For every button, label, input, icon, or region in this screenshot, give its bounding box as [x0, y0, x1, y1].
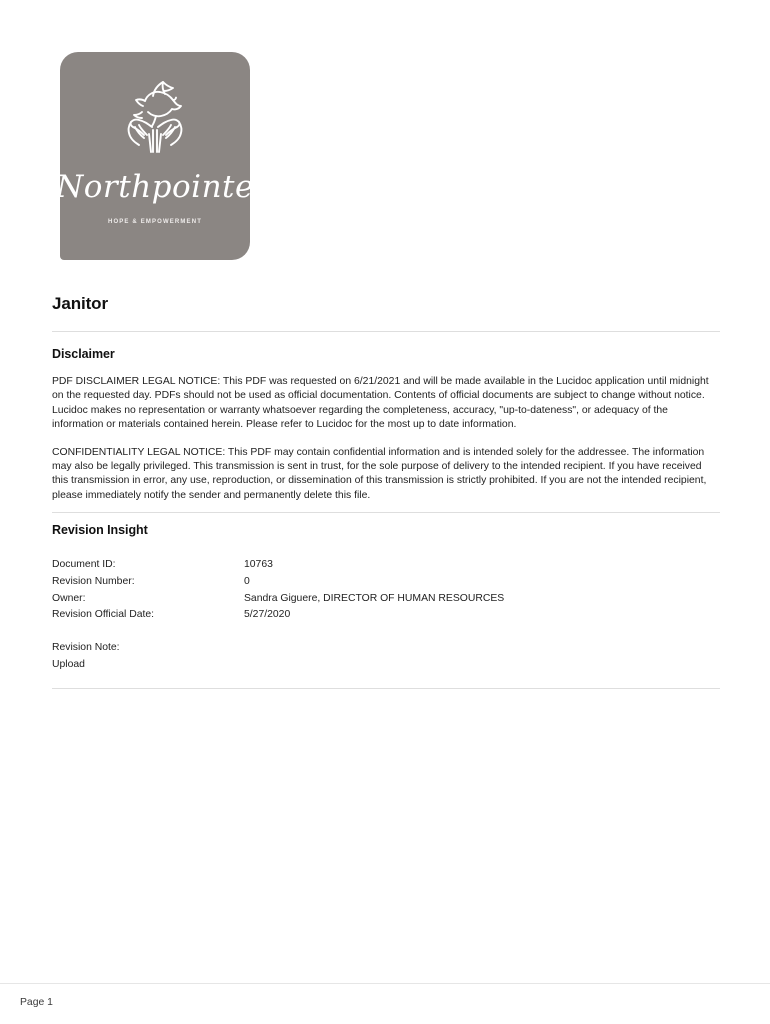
organization-logo: [56, 52, 254, 260]
table-row: [52, 591, 672, 608]
revision-insight-divider: [52, 688, 720, 689]
revision-note-label: Revision Note:: [52, 642, 120, 653]
owner-value: Sandra Giguere, DIRECTOR OF HUMAN RESOURCES: [244, 592, 505, 604]
page-title: Janitor: [52, 294, 108, 313]
table-row: [52, 574, 672, 591]
page-number: Page 1: [20, 997, 53, 1008]
revision-insight-heading: Revision Insight: [52, 523, 148, 537]
disclaimer-divider: [52, 512, 720, 513]
table-row: [52, 607, 672, 624]
revision-official-date-value: 5/27/2020: [244, 609, 291, 621]
logo-wordmark: Northpointe: [56, 169, 254, 205]
logo-tagline: HOPE & EMPOWERMENT: [107, 219, 203, 225]
dove-over-open-hands-icon: [109, 74, 201, 160]
disclaimer-paragraph: PDF DISCLAIMER LEGAL NOTICE: This PDF was requested on 6/21/2021 and will be made available in the Lucidoc application until midnight on the requested day. PDFs should not be used as official documentation. Contents of official documents are subject to change without notice. Lucidoc makes no representation or warranty whatsoever regarding the completeness, accuracy, "up-to-dateness", or adequacy of the information or materials contained herein. Please refer to Lucidoc for the most up to date information.: [52, 376, 709, 431]
revision-number-value: 0: [244, 575, 250, 587]
revision-number-label: Revision Number:: [52, 575, 135, 587]
title-divider: [52, 331, 720, 332]
confidentiality-paragraph: CONFIDENTIALITY LEGAL NOTICE: This PDF may contain confidential information and is intended solely for the addressee. The information may also be legally privileged. This transmission is sent in trust, for the sole purpose of delivery to the intended recipient. If you have received this transmission in error, any use, reproduction, or dissemination of this transmission is strictly prohibited. If you are not the intended recipient, please immediately notify the sender and permanently delete this file.: [52, 446, 707, 501]
revision-note: [52, 640, 672, 674]
disclaimer-body: [52, 375, 717, 516]
revision-official-date-label: Revision Official Date:: [52, 609, 155, 621]
revision-insight-table: [52, 557, 672, 624]
document-id-label: Document ID:: [52, 559, 116, 570]
owner-label: Owner:: [52, 592, 86, 604]
document-id-value: 10763: [244, 559, 273, 570]
table-row: [52, 557, 672, 574]
disclaimer-heading: Disclaimer: [52, 347, 115, 361]
revision-note-value: Upload: [52, 658, 85, 670]
logo-card: [56, 52, 254, 260]
